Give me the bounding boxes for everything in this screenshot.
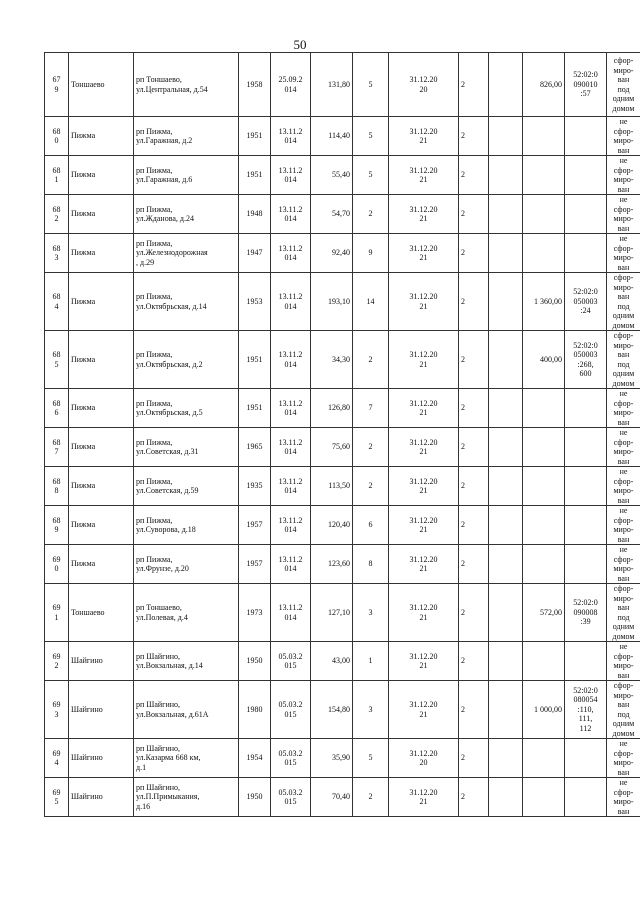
row-residents: 2 — [353, 331, 389, 389]
row-locality: Пижма — [69, 117, 134, 156]
row-residents: 9 — [353, 234, 389, 273]
row-status: не сфор- миро- ван — [607, 234, 640, 273]
row-locality: Пижма — [69, 273, 134, 331]
row-land-area: 400,00 — [523, 331, 565, 389]
row-cadastral — [565, 506, 607, 545]
row-blank — [489, 642, 523, 681]
row-year: 1951 — [239, 117, 271, 156]
row-locality: Тоншаево — [69, 584, 134, 642]
row-address: рп Пижма, ул.Фрунзе, д.20 — [134, 545, 239, 584]
row-year: 1958 — [239, 53, 271, 117]
row-date: 13.11.2 014 — [271, 428, 311, 467]
table-row — [45, 53, 640, 117]
row-area: 126,80 — [311, 389, 353, 428]
row-until: 31.12.20 21 — [389, 273, 459, 331]
row-residents: 3 — [353, 681, 389, 739]
row-cadastral — [565, 739, 607, 778]
row-number: 68 7 — [45, 428, 69, 467]
row-year: 1950 — [239, 642, 271, 681]
row-year: 1954 — [239, 739, 271, 778]
row-year: 1951 — [239, 331, 271, 389]
row-area: 70,40 — [311, 778, 353, 817]
row-number: 68 5 — [45, 331, 69, 389]
row-locality: Тоншаево — [69, 53, 134, 117]
row-date: 13.11.2 014 — [271, 273, 311, 331]
row-year: 1951 — [239, 156, 271, 195]
row-locality: Пижма — [69, 428, 134, 467]
row-date: 05.03.2 015 — [271, 642, 311, 681]
row-address: рп Пижма, ул.Гаражная, д.2 — [134, 117, 239, 156]
row-number: 69 4 — [45, 739, 69, 778]
row-blank — [489, 117, 523, 156]
row-cadastral — [565, 156, 607, 195]
row-residents: 7 — [353, 389, 389, 428]
table-row — [45, 506, 640, 545]
row-land-area: 572,00 — [523, 584, 565, 642]
row-until: 31.12.20 21 — [389, 428, 459, 467]
row-year: 1973 — [239, 584, 271, 642]
table-row — [45, 778, 640, 817]
row-stage: 2 — [459, 428, 489, 467]
row-date: 13.11.2 014 — [271, 117, 311, 156]
row-year: 1957 — [239, 506, 271, 545]
row-date: 13.11.2 014 — [271, 506, 311, 545]
row-status: не сфор- миро- ван — [607, 467, 640, 506]
row-stage: 2 — [459, 389, 489, 428]
row-number: 69 2 — [45, 642, 69, 681]
housing-registry-table — [44, 52, 640, 817]
row-locality: Шайгино — [69, 739, 134, 778]
row-residents: 5 — [353, 156, 389, 195]
row-area: 113,50 — [311, 467, 353, 506]
row-date: 13.11.2 014 — [271, 545, 311, 584]
row-stage: 2 — [459, 467, 489, 506]
row-address: рп Пижма, ул.Октябрьская, д.2 — [134, 331, 239, 389]
registry-body — [45, 53, 640, 817]
row-residents: 5 — [353, 117, 389, 156]
row-area: 131,80 — [311, 53, 353, 117]
row-blank — [489, 739, 523, 778]
row-address: рп Пижма, ул.Гаражная, д.6 — [134, 156, 239, 195]
table-row — [45, 428, 640, 467]
row-stage: 2 — [459, 273, 489, 331]
row-address: рп Шайгино, ул.П.Примыкания, д.16 — [134, 778, 239, 817]
row-until: 31.12.20 20 — [389, 739, 459, 778]
row-locality: Шайгино — [69, 642, 134, 681]
row-status: не сфор- миро- ван — [607, 428, 640, 467]
row-date: 13.11.2 014 — [271, 467, 311, 506]
row-number: 68 0 — [45, 117, 69, 156]
row-land-area — [523, 195, 565, 234]
row-stage: 2 — [459, 234, 489, 273]
row-number: 69 3 — [45, 681, 69, 739]
row-address: рп Тоншаево, ул.Центральная, д.54 — [134, 53, 239, 117]
row-blank — [489, 428, 523, 467]
row-year: 1935 — [239, 467, 271, 506]
row-land-area: 1 360,00 — [523, 273, 565, 331]
row-number: 69 1 — [45, 584, 69, 642]
row-until: 31.12.20 21 — [389, 117, 459, 156]
row-land-area — [523, 117, 565, 156]
row-until: 31.12.20 20 — [389, 53, 459, 117]
row-status: сфор- миро- ван под одним домом — [607, 681, 640, 739]
table-row — [45, 331, 640, 389]
row-area: 54,70 — [311, 195, 353, 234]
row-cadastral — [565, 428, 607, 467]
row-area: 35,90 — [311, 739, 353, 778]
row-cadastral: 52:02:0 090010 :57 — [565, 53, 607, 117]
row-until: 31.12.20 21 — [389, 506, 459, 545]
row-until: 31.12.20 21 — [389, 778, 459, 817]
row-year: 1950 — [239, 778, 271, 817]
row-locality: Пижма — [69, 156, 134, 195]
row-stage: 2 — [459, 331, 489, 389]
row-status: не сфор- миро- ван — [607, 778, 640, 817]
row-status: не сфор- миро- ван — [607, 389, 640, 428]
row-stage: 2 — [459, 195, 489, 234]
row-year: 1957 — [239, 545, 271, 584]
row-area: 123,60 — [311, 545, 353, 584]
row-status: не сфор- миро- ван — [607, 156, 640, 195]
row-until: 31.12.20 21 — [389, 545, 459, 584]
table-row — [45, 739, 640, 778]
row-address: рп Пижма, ул.Железнодорожная , д.29 — [134, 234, 239, 273]
row-cadastral: 52:02:0 050003 :268, 600 — [565, 331, 607, 389]
row-number: 68 9 — [45, 506, 69, 545]
row-residents: 2 — [353, 778, 389, 817]
row-stage: 2 — [459, 681, 489, 739]
row-blank — [489, 234, 523, 273]
row-cadastral — [565, 778, 607, 817]
row-status: сфор- миро- ван под одним домом — [607, 584, 640, 642]
row-blank — [489, 389, 523, 428]
row-until: 31.12.20 21 — [389, 331, 459, 389]
row-blank — [489, 506, 523, 545]
row-blank — [489, 53, 523, 117]
row-cadastral: 52:02:0 090008 :39 — [565, 584, 607, 642]
table-row — [45, 195, 640, 234]
row-date: 13.11.2 014 — [271, 156, 311, 195]
row-cadastral — [565, 467, 607, 506]
row-land-area — [523, 545, 565, 584]
row-year: 1980 — [239, 681, 271, 739]
row-address: рп Пижма, ул.Суворова, д.18 — [134, 506, 239, 545]
row-address: рп Пижма, ул.Советская, д.59 — [134, 467, 239, 506]
row-residents: 6 — [353, 506, 389, 545]
row-stage: 2 — [459, 584, 489, 642]
row-locality: Пижма — [69, 331, 134, 389]
row-until: 31.12.20 21 — [389, 195, 459, 234]
table-row — [45, 389, 640, 428]
row-land-area: 826,00 — [523, 53, 565, 117]
row-year: 1948 — [239, 195, 271, 234]
row-blank — [489, 331, 523, 389]
row-blank — [489, 195, 523, 234]
row-residents: 5 — [353, 739, 389, 778]
row-residents: 3 — [353, 584, 389, 642]
row-stage: 2 — [459, 53, 489, 117]
row-until: 31.12.20 21 — [389, 156, 459, 195]
row-address: рп Шайгино, ул.Вокзальная, д.61А — [134, 681, 239, 739]
row-locality: Пижма — [69, 545, 134, 584]
row-date: 05.03.2 015 — [271, 681, 311, 739]
row-until: 31.12.20 21 — [389, 584, 459, 642]
row-area: 114,40 — [311, 117, 353, 156]
row-land-area — [523, 467, 565, 506]
row-land-area — [523, 234, 565, 273]
row-number: 68 1 — [45, 156, 69, 195]
row-stage: 2 — [459, 156, 489, 195]
row-until: 31.12.20 21 — [389, 389, 459, 428]
row-date: 13.11.2 014 — [271, 195, 311, 234]
row-stage: 2 — [459, 778, 489, 817]
row-blank — [489, 273, 523, 331]
row-number: 68 6 — [45, 389, 69, 428]
table-row — [45, 234, 640, 273]
row-until: 31.12.20 21 — [389, 681, 459, 739]
row-number: 69 0 — [45, 545, 69, 584]
row-locality: Пижма — [69, 234, 134, 273]
table-row — [45, 273, 640, 331]
row-residents: 2 — [353, 467, 389, 506]
row-address: рп Пижма, ул.Советская, д.31 — [134, 428, 239, 467]
row-blank — [489, 467, 523, 506]
row-status: не сфор- миро- ван — [607, 545, 640, 584]
row-stage: 2 — [459, 739, 489, 778]
row-locality: Пижма — [69, 467, 134, 506]
row-residents: 2 — [353, 428, 389, 467]
row-date: 13.11.2 014 — [271, 234, 311, 273]
row-blank — [489, 156, 523, 195]
row-cadastral: 52:02:0 050003 :24 — [565, 273, 607, 331]
row-status: не сфор- миро- ван — [607, 506, 640, 545]
row-date: 13.11.2 014 — [271, 331, 311, 389]
row-year: 1947 — [239, 234, 271, 273]
row-land-area: 1 000,00 — [523, 681, 565, 739]
row-number: 69 5 — [45, 778, 69, 817]
row-area: 75,60 — [311, 428, 353, 467]
row-cadastral — [565, 545, 607, 584]
row-address: рп Шайгино, ул.Вокзальная, д.14 — [134, 642, 239, 681]
row-cadastral — [565, 234, 607, 273]
table-row — [45, 545, 640, 584]
row-residents: 2 — [353, 195, 389, 234]
row-residents: 8 — [353, 545, 389, 584]
row-number: 68 2 — [45, 195, 69, 234]
row-blank — [489, 545, 523, 584]
row-blank — [489, 584, 523, 642]
row-area: 127,10 — [311, 584, 353, 642]
row-land-area — [523, 642, 565, 681]
row-locality: Пижма — [69, 506, 134, 545]
row-area: 92,40 — [311, 234, 353, 273]
row-land-area — [523, 428, 565, 467]
row-status: сфор- миро- ван под одним домом — [607, 53, 640, 117]
row-land-area — [523, 778, 565, 817]
row-cadastral — [565, 389, 607, 428]
table-row — [45, 467, 640, 506]
table-row — [45, 681, 640, 739]
row-number: 68 8 — [45, 467, 69, 506]
row-number: 68 4 — [45, 273, 69, 331]
row-date: 13.11.2 014 — [271, 584, 311, 642]
row-stage: 2 — [459, 117, 489, 156]
row-area: 154,80 — [311, 681, 353, 739]
row-blank — [489, 681, 523, 739]
row-locality: Пижма — [69, 195, 134, 234]
row-status: сфор- миро- ван под одним домом — [607, 273, 640, 331]
row-address: рп Пижма, ул.Октябрьская, д.5 — [134, 389, 239, 428]
row-until: 31.12.20 21 — [389, 467, 459, 506]
row-date: 13.11.2 014 — [271, 389, 311, 428]
row-locality: Пижма — [69, 389, 134, 428]
row-number: 67 9 — [45, 53, 69, 117]
page-number: 50 — [293, 37, 307, 52]
row-locality: Шайгино — [69, 681, 134, 739]
row-land-area — [523, 389, 565, 428]
row-until: 31.12.20 21 — [389, 642, 459, 681]
row-blank — [489, 778, 523, 817]
row-residents: 14 — [353, 273, 389, 331]
row-area: 120,40 — [311, 506, 353, 545]
row-status: не сфор- миро- ван — [607, 195, 640, 234]
row-status: не сфор- миро- ван — [607, 117, 640, 156]
row-until: 31.12.20 21 — [389, 234, 459, 273]
table-row — [45, 117, 640, 156]
row-area: 34,30 — [311, 331, 353, 389]
row-cadastral — [565, 195, 607, 234]
table-row — [45, 156, 640, 195]
row-residents: 1 — [353, 642, 389, 681]
row-year: 1953 — [239, 273, 271, 331]
row-area: 55,40 — [311, 156, 353, 195]
row-cadastral — [565, 642, 607, 681]
row-land-area — [523, 739, 565, 778]
row-land-area — [523, 506, 565, 545]
row-address: рп Шайгино, ул.Казарма 668 км, д.1 — [134, 739, 239, 778]
row-status: не сфор- миро- ван — [607, 642, 640, 681]
row-stage: 2 — [459, 545, 489, 584]
row-cadastral: 52:02:0 080054 :110, 111, 112 — [565, 681, 607, 739]
row-residents: 5 — [353, 53, 389, 117]
row-locality: Шайгино — [69, 778, 134, 817]
row-cadastral — [565, 117, 607, 156]
row-number: 68 3 — [45, 234, 69, 273]
row-status: сфор- миро- ван под одним домом — [607, 331, 640, 389]
row-stage: 2 — [459, 506, 489, 545]
row-year: 1951 — [239, 389, 271, 428]
row-date: 05.03.2 015 — [271, 778, 311, 817]
row-area: 43,00 — [311, 642, 353, 681]
row-area: 193,10 — [311, 273, 353, 331]
row-date: 05.03.2 015 — [271, 739, 311, 778]
table-row — [45, 642, 640, 681]
row-address: рп Пижма, ул.Жданова, д.24 — [134, 195, 239, 234]
row-stage: 2 — [459, 642, 489, 681]
row-status: не сфор- миро- ван — [607, 739, 640, 778]
row-address: рп Пижма, ул.Октябрьская, д.14 — [134, 273, 239, 331]
row-date: 25.09.2 014 — [271, 53, 311, 117]
row-land-area — [523, 156, 565, 195]
row-year: 1965 — [239, 428, 271, 467]
table-row — [45, 584, 640, 642]
row-address: рп Тоншаево, ул.Полевая, д.4 — [134, 584, 239, 642]
